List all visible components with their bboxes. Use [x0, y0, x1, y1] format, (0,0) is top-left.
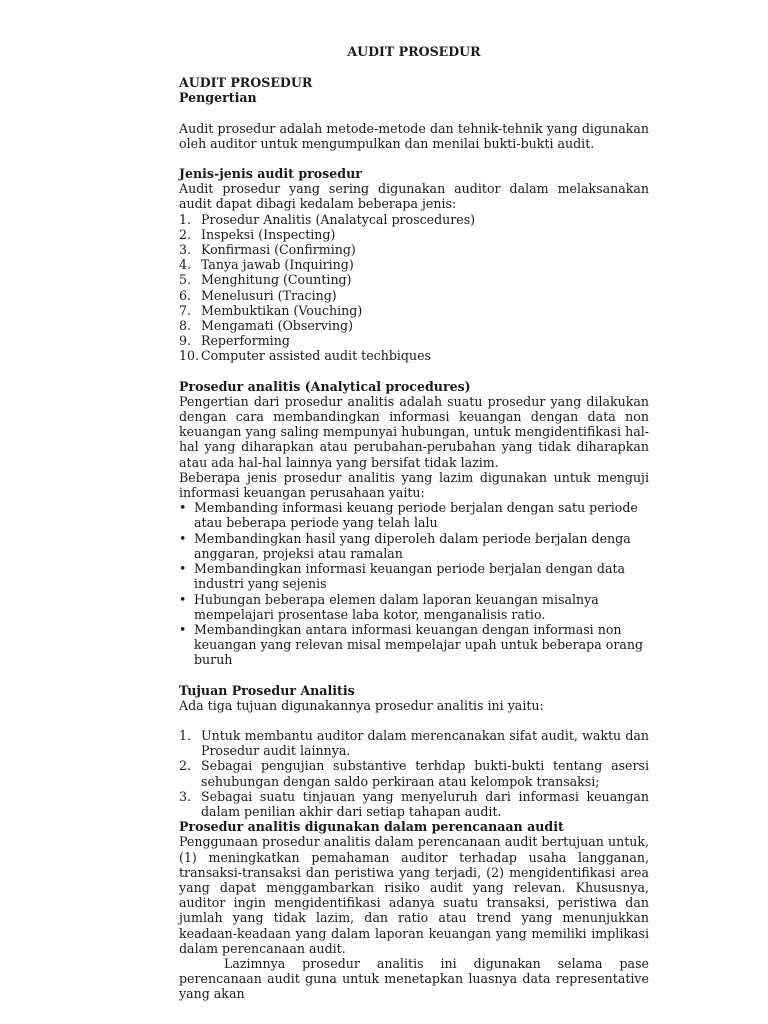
section-heading-perencanaan: Prosedur analitis digunakan dalam perencanaan audit: [179, 819, 564, 835]
section-heading-jenis: Jenis-jenis audit prosedur: [179, 166, 362, 182]
list-item: 8. Mengamati (Observing): [179, 318, 354, 334]
bullet-item: • Hubungan beberapa elemen dalam laporan keuangan misalnya mempelajari prosentase laba kotor, menganalisis ratio.: [179, 592, 649, 622]
document-title: AUDIT PROSEDUR: [347, 44, 481, 59]
list-item: 4. Tanya jawab (Inquiring): [179, 257, 354, 273]
bullet-item: • Membanding informasi keuang periode berjalan dengan satu periode atau beberapa periode yang telah lalu: [179, 500, 649, 530]
analitis-bullet-list: [179, 500, 649, 667]
section-heading-tujuan: Tujuan Prosedur Analitis: [179, 682, 355, 698]
section-heading-pengertian: Pengertian: [179, 90, 257, 106]
list-item: 7. Membuktikan (Vouching): [179, 302, 363, 318]
list-item: 6. Menelusuri (Tracing): [179, 287, 337, 303]
section-heading-analitis: Prosedur analitis (Analytical procedures): [179, 378, 471, 394]
bullet-item: • Membandingkan informasi keuangan periode berjalan dengan data industri yang sejenis: [179, 561, 649, 591]
list-item: 1. Untuk membantu auditor dalam merencanakan sifat audit, waktu dan Prosedur audit lainnya.: [179, 727, 649, 759]
bullet-item: • Membandingkan hasil yang diperoleh dalam periode berjalan denga anggaran, projeksi atau ramalan: [179, 531, 649, 561]
analitis-paragraph-1: Pengertian dari prosedur analitis adalah suatu prosedur yang dilakukan dengan cara membandingkan informasi keuangan dengan data non keuangan yang saling mempunyai hubungan, untuk mengidentifikasi hal-hal yang diharapkan atau perubahan-perubahan yang tidak diharapkan atau ada hal-hal lainnya yang bersifat tidak lazim.: [179, 393, 649, 470]
pengertian-paragraph: Audit prosedur adalah metode-metode dan tehnik-tehnik yang digunakan oleh auditor untuk mengumpulkan dan menilai bukti-bukti audit.: [179, 120, 649, 151]
perencanaan-paragraph-2: Lazimnya prosedur analitis ini digunakan selama pase perencanaan audit guna untuk menetapkan luasnya data representative yang akan: [179, 955, 649, 1002]
section-heading-audit-prosedur: AUDIT PROSEDUR: [179, 75, 313, 91]
list-item: 5. Menghitung (Counting): [179, 272, 352, 288]
list-item: 2. Sebagai pengujian substantive terhdap bukti-bukti tentang asersi sehubungan dengan saldo perkiraan atau kelompok transaksi;: [179, 758, 649, 789]
jenis-list: [179, 212, 649, 364]
list-item: 2. Inspeksi (Inspecting): [179, 226, 336, 242]
list-item: 9. Reperforming: [179, 333, 290, 349]
jenis-intro: Audit prosedur yang sering digunakan auditor dalam melaksanakan audit dapat dibagi kedalam beberapa jenis:: [179, 181, 649, 212]
tujuan-intro: Ada tiga tujuan digunakannya prosedur analitis ini yaitu:: [179, 697, 544, 713]
list-item: 3. Sebagai suatu tinjauan yang menyeluruh dari informasi keuangan dalam penilian akhir dari setiap tahapan audit.: [179, 788, 649, 819]
bullet-item: • Membandingkan antara informasi keuangan dengan informasi non keuangan yang relevan misal mempelajar upah untuk beberapa orang buruh: [179, 622, 649, 668]
list-item: 10. Computer assisted audit techbiques: [179, 348, 432, 364]
document-content: [179, 44, 649, 1002]
list-item: 1. Prosedur Analitis (Analatycal proscedures): [179, 211, 476, 227]
tujuan-list: [179, 728, 649, 819]
analitis-paragraph-2: Beberapa jenis prosedur analitis yang lazim digunakan untuk menguji informasi keuangan perusahaan yaitu:: [179, 469, 649, 501]
perencanaan-paragraph-1: Penggunaan prosedur analitis dalam perencanaan audit bertujuan untuk, (1) meningkatkan pemahaman auditor terhadap usaha langganan, transaksi-transaksi dan peristiwa yang terjadi, (2) mengidentifikasi area yang dapat menggambarkan risiko audit yang relevan. Khususnya, auditor ingin mengidentifikasi adanya suatu transaksi, peristiwa dan jumlah yang tidak lazim, dan ratio atau trend yang menunjukkan keadaan-keadaan yang dalam laporan keuangan yang memiliki implikasi dalam perencanaan audit.: [179, 834, 649, 956]
list-item: 3. Konfirmasi (Confirming): [179, 242, 356, 258]
